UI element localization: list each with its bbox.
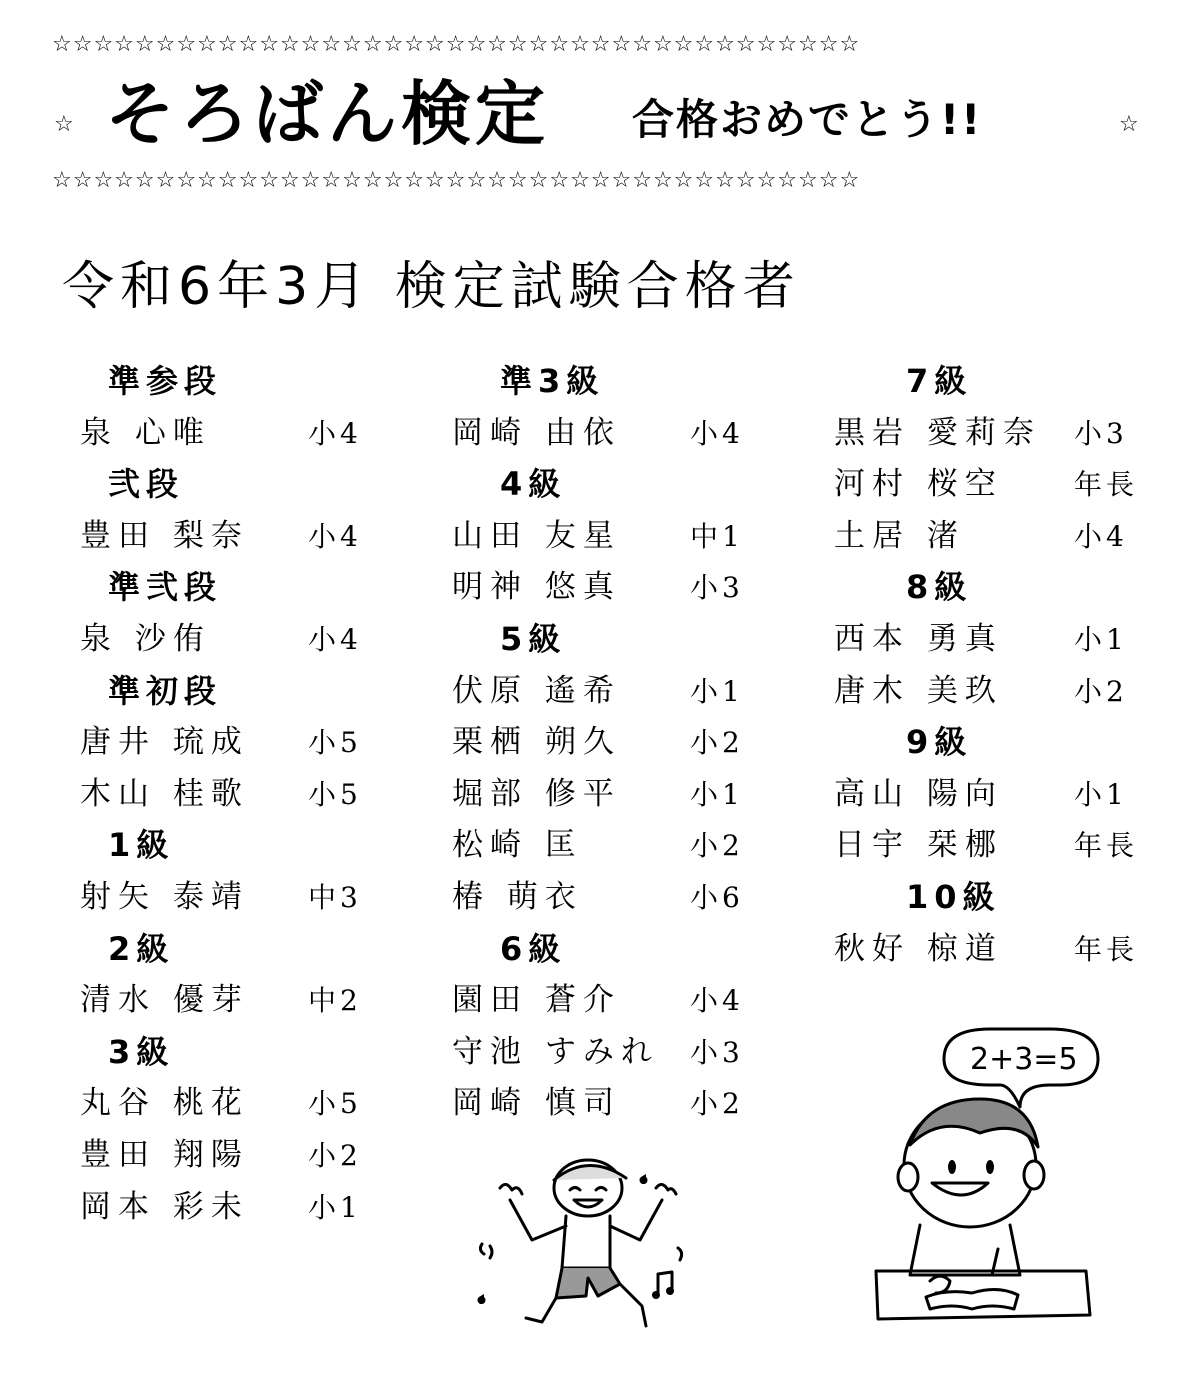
passer-name: 日宇 栞梛 bbox=[834, 827, 1003, 864]
passer-school-year: 中2 bbox=[308, 984, 362, 1018]
passer-name: 岡本 彩未 bbox=[80, 1188, 249, 1225]
passer-school-year: 小2 bbox=[308, 1138, 362, 1172]
passer-school-year: 年長 bbox=[1074, 932, 1139, 966]
studying-child-illustration bbox=[870, 1015, 1110, 1335]
passer-name: 山田 友星 bbox=[452, 517, 621, 554]
star-border-top: ☆☆☆☆☆☆☆☆☆☆☆☆☆☆☆☆☆☆☆☆☆☆☆☆☆☆☆☆☆☆☆☆☆☆☆☆☆☆☆ bbox=[52, 32, 861, 57]
page-title: そろばん検定 bbox=[105, 73, 549, 155]
passer-school-year: 小2 bbox=[690, 829, 744, 863]
passer-school-year: 小1 bbox=[308, 1190, 362, 1224]
star-border-bottom: ☆☆☆☆☆☆☆☆☆☆☆☆☆☆☆☆☆☆☆☆☆☆☆☆☆☆☆☆☆☆☆☆☆☆☆☆☆☆☆ bbox=[52, 168, 861, 193]
grade-label: 5級 bbox=[500, 619, 567, 658]
passer-name: 清水 優芽 bbox=[80, 982, 249, 1019]
passer-name: 黒岩 愛莉奈 bbox=[834, 414, 1041, 451]
grade-label: 3級 bbox=[108, 1032, 175, 1071]
passer-name: 豊田 梨奈 bbox=[80, 517, 249, 554]
passer-school-year: 小1 bbox=[1074, 777, 1128, 811]
passer-school-year: 小4 bbox=[1074, 519, 1128, 553]
passer-school-year: 小2 bbox=[690, 1087, 744, 1121]
passer-school-year: 小1 bbox=[690, 674, 744, 708]
grade-label: 9級 bbox=[906, 723, 973, 762]
passer-name: 高山 陽向 bbox=[834, 775, 1003, 812]
speech-equation: 2+3=5 bbox=[970, 1042, 1078, 1077]
passer-name: 唐木 美玖 bbox=[834, 672, 1003, 709]
results-heading: 令和6年3月 検定試験合格者 bbox=[62, 257, 801, 317]
grade-label: 10級 bbox=[906, 877, 1001, 916]
grade-label: 7級 bbox=[906, 362, 973, 400]
passer-name: 木山 桂歌 bbox=[80, 775, 249, 812]
passer-school-year: 小5 bbox=[308, 777, 362, 811]
passer-name: 明神 悠真 bbox=[452, 569, 621, 606]
side-star-left: ☆ bbox=[54, 112, 74, 137]
passer-school-year: 年長 bbox=[1074, 829, 1139, 863]
passer-name: 河村 桜空 bbox=[834, 466, 1003, 503]
passer-school-year: 小4 bbox=[690, 984, 744, 1018]
passer-name: 栗栖 朔久 bbox=[452, 724, 621, 761]
side-star-right: ☆ bbox=[1119, 112, 1139, 137]
grade-label: 2級 bbox=[108, 929, 175, 968]
passer-school-year: 小5 bbox=[308, 726, 362, 760]
passer-name: 守池 すみれ bbox=[452, 1033, 659, 1070]
grade-label: 6級 bbox=[500, 929, 567, 968]
passer-name: 西本 勇真 bbox=[834, 620, 1003, 657]
dancing-child-illustration bbox=[470, 1150, 710, 1340]
passer-school-year: 小1 bbox=[690, 777, 744, 811]
passer-name: 泉 心唯 bbox=[80, 414, 211, 451]
passer-name: 松崎 匡 bbox=[452, 827, 583, 864]
passer-school-year: 小4 bbox=[308, 416, 362, 450]
grade-label: 弐段 bbox=[108, 465, 185, 504]
passer-school-year: 中1 bbox=[690, 519, 744, 553]
grade-label: 1級 bbox=[108, 826, 175, 865]
passer-name: 秋好 椋道 bbox=[834, 930, 1003, 967]
passer-school-year: 小2 bbox=[690, 726, 744, 760]
passer-name: 堀部 修平 bbox=[452, 775, 621, 812]
grade-label: 8級 bbox=[906, 568, 973, 607]
passer-school-year: 小4 bbox=[308, 519, 362, 553]
passer-name: 射矢 泰靖 bbox=[80, 878, 249, 915]
grade-label: 準参段 bbox=[108, 362, 223, 400]
passer-school-year: 中3 bbox=[308, 880, 362, 914]
passer-school-year: 小3 bbox=[1074, 416, 1128, 450]
passer-name: 岡崎 由依 bbox=[452, 414, 621, 451]
passer-name: 泉 沙侑 bbox=[80, 620, 211, 657]
grade-label: 4級 bbox=[500, 465, 567, 504]
grade-label: 準弐段 bbox=[108, 568, 223, 607]
passer-name: 岡崎 慎司 bbox=[452, 1085, 621, 1122]
passer-school-year: 小3 bbox=[690, 1035, 744, 1069]
passer-name: 園田 蒼介 bbox=[452, 982, 621, 1019]
passer-school-year: 小3 bbox=[690, 571, 744, 605]
passer-school-year: 小4 bbox=[308, 622, 362, 656]
passer-name: 丸谷 桃花 bbox=[80, 1085, 249, 1122]
passer-name: 豊田 翔陽 bbox=[80, 1136, 249, 1173]
passer-school-year: 小1 bbox=[1074, 622, 1128, 656]
passer-name: 唐井 琉成 bbox=[80, 724, 249, 761]
passer-school-year: 小4 bbox=[690, 416, 744, 450]
passer-school-year: 年長 bbox=[1074, 468, 1139, 502]
passer-name: 椿 萌衣 bbox=[452, 878, 583, 915]
passer-school-year: 小2 bbox=[1074, 674, 1128, 708]
grade-label: 準初段 bbox=[108, 671, 223, 710]
passer-name: 伏原 遙希 bbox=[452, 672, 621, 709]
grade-label: 準3級 bbox=[500, 362, 605, 400]
passer-school-year: 小6 bbox=[690, 880, 744, 914]
passer-name: 土居 渚 bbox=[834, 517, 965, 554]
page-subtitle: 合格おめでとう!! bbox=[632, 95, 983, 144]
passer-school-year: 小5 bbox=[308, 1087, 362, 1121]
